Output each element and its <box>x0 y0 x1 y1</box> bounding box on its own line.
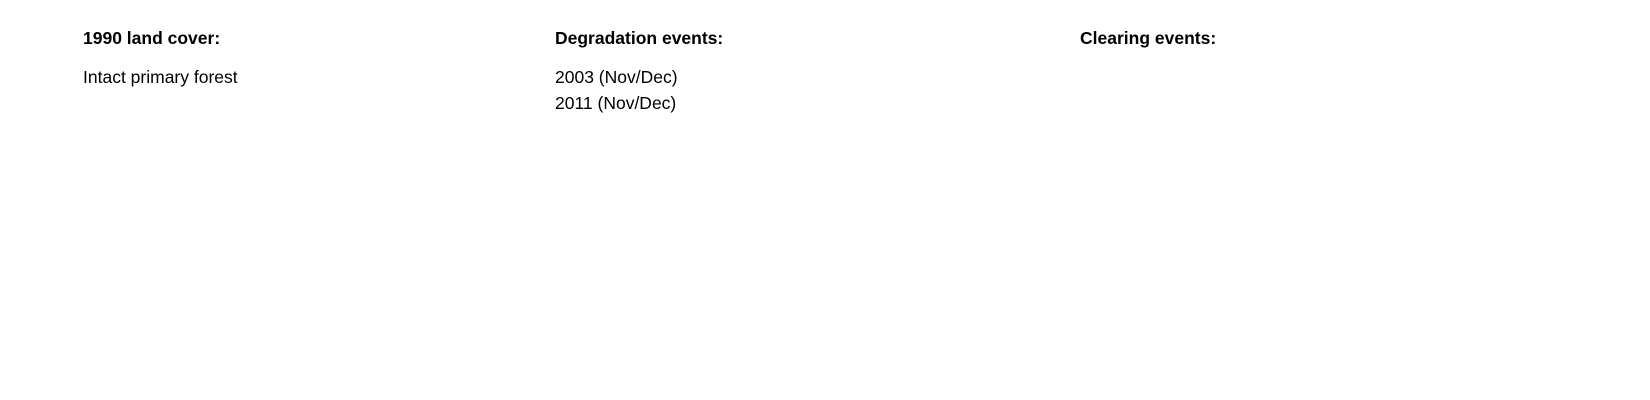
clearing-events-header: Clearing events: <box>1080 28 1217 48</box>
degradation-events-header: Degradation events: <box>555 28 724 48</box>
degradation-events-items <box>555 64 723 116</box>
column-land-cover <box>83 25 238 90</box>
land-cover-value: Intact primary forest <box>83 67 238 87</box>
column-clearing-events <box>1080 25 1216 64</box>
degradation-event-item: 2011 (Nov/Dec) <box>555 93 677 113</box>
land-cover-items <box>83 64 238 90</box>
land-cover-header: 1990 land cover: <box>83 28 221 48</box>
column-degradation-events <box>555 25 723 116</box>
degradation-event-item: 2003 (Nov/Dec) <box>555 67 678 87</box>
